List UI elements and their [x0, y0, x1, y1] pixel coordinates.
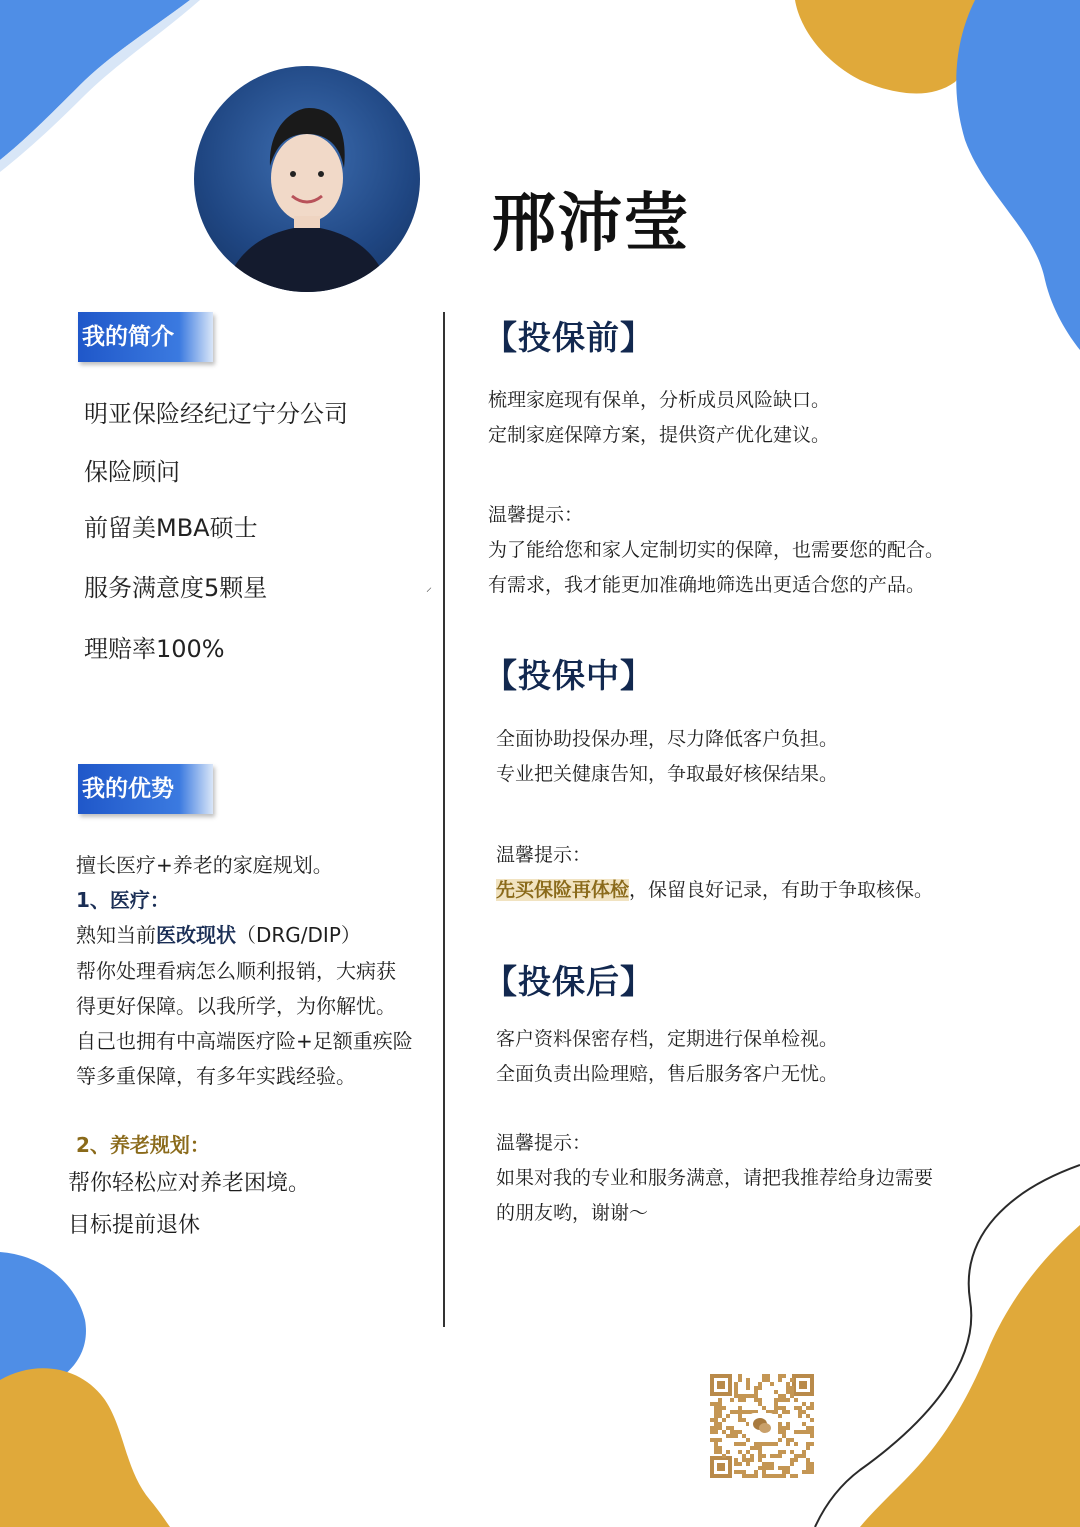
before-line-2: 定制家庭保障方案，提供资产优化建议。 — [488, 424, 831, 446]
pension-line-2: 目标提前退休 — [68, 1213, 201, 1238]
during-tip-label: 温馨提示： — [496, 844, 592, 866]
blob-right-blue — [956, 0, 1080, 350]
intro-rating: 服务满意度5颗星 — [84, 574, 268, 602]
advantage-tag: 我的优势 — [78, 764, 213, 814]
wechat-icon — [749, 1413, 775, 1439]
before-title: 【投保前】 — [484, 318, 654, 357]
medical-line-1-prefix: 熟知当前 — [76, 923, 156, 947]
pension-title: 2、养老规划： — [76, 1133, 210, 1157]
during-tip-line — [496, 875, 933, 902]
during-tip-rest: ，保留良好记录，有助于争取核保。 — [629, 879, 934, 901]
after-tip-label: 温馨提示： — [496, 1132, 592, 1154]
medical-line-2: 帮你处理看病怎么顺利报销，大病获 — [76, 959, 396, 983]
person-portrait-icon — [194, 66, 420, 292]
vertical-divider — [443, 312, 445, 1327]
pension-line-1: 帮你轻松应对养老困境。 — [68, 1171, 311, 1196]
medical-line-1 — [76, 919, 361, 948]
medical-line-5: 等多重保障，有多年实践经验。 — [76, 1064, 356, 1088]
advantage-summary: 擅长医疗+养老的家庭规划。 — [76, 853, 333, 877]
during-line-1: 全面协助投保办理，尽力降低客户负担。 — [496, 728, 839, 750]
intro-education: 前留美MBA硕士 — [84, 514, 258, 542]
during-title: 【投保中】 — [484, 656, 654, 695]
intro-company: 明亚保险经纪辽宁分公司 — [84, 400, 348, 428]
intro-claim-rate: 理赔率100% — [84, 635, 225, 663]
after-tip-line-2: 的朋友哟，谢谢～ — [496, 1202, 649, 1224]
tick-mark: ⸝ — [426, 580, 433, 594]
during-tip-highlight: 先买保险再体检 — [496, 879, 630, 901]
before-tip-line-1: 为了能给您和家人定制切实的保障，也需要您的配合。 — [488, 539, 945, 561]
before-line-1: 梳理家庭现有保单，分析成员风险缺口。 — [488, 389, 831, 411]
after-line-1: 客户资料保密存档，定期进行保单检视。 — [496, 1028, 839, 1050]
intro-role: 保险顾问 — [84, 458, 180, 486]
before-tip-line-2: 有需求，我才能更加准确地筛选出更适合您的产品。 — [488, 574, 926, 596]
medical-line-1-bold: 医改现状 — [156, 923, 236, 947]
wechat-qr-code[interactable] — [708, 1372, 816, 1480]
after-title: 【投保后】 — [484, 962, 654, 1001]
during-line-2: 专业把关健康告知，争取最好核保结果。 — [496, 763, 839, 785]
medical-line-4: 自己也拥有中高端医疗险+足额重疾险 — [76, 1029, 413, 1053]
medical-line-1-suffix: （DRG/DIP） — [236, 923, 361, 947]
after-line-2: 全面负责出险理赔，售后服务客户无忧。 — [496, 1063, 839, 1085]
blob-top-right-gold — [795, 0, 981, 94]
profile-avatar — [194, 66, 420, 292]
medical-line-3: 得更好保障。以我所学，为你解忧。 — [76, 994, 396, 1018]
intro-tag: 我的简介 — [78, 312, 213, 362]
before-tip-label: 温馨提示： — [488, 504, 584, 526]
medical-title: 1、医疗： — [76, 888, 170, 912]
blob-bottom-left-gold — [0, 1368, 170, 1527]
after-tip-line-1: 如果对我的专业和服务满意，请把我推荐给身边需要 — [496, 1167, 934, 1189]
profile-name: 邢沛莹 — [492, 187, 690, 261]
